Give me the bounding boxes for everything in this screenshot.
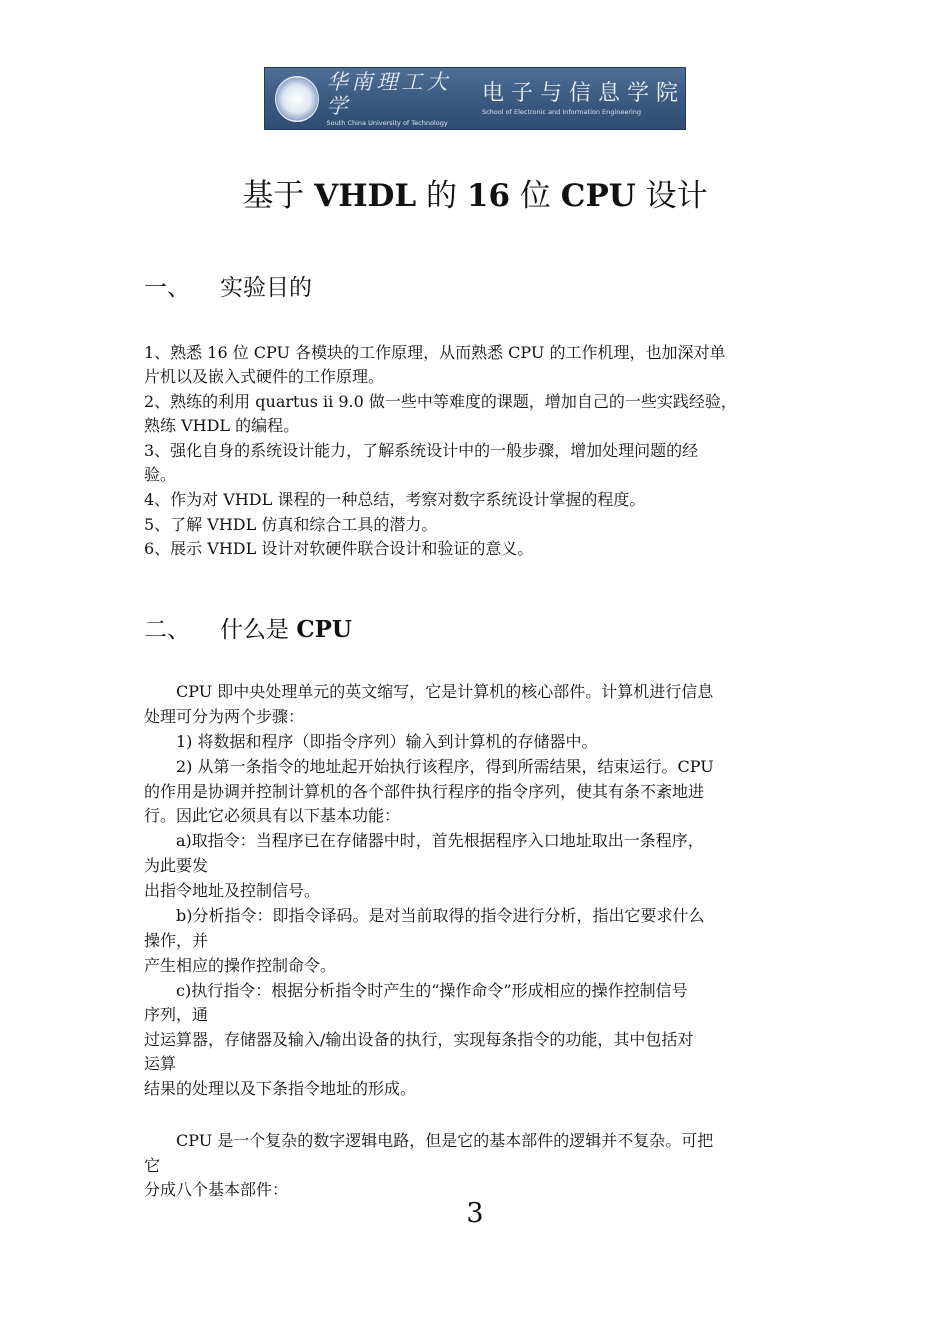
- paragraph-line: 过运算器，存储器及输入/输出设备的执行，实现每条指令的功能，其中包括对: [144, 1030, 694, 1049]
- paragraph-line: b)分析指令：即指令译码。是对当前取得的指令进行分析，指出它要求什么: [176, 906, 705, 925]
- paragraph-line: 1) 将数据和程序（即指令序列）输入到计算机的存储器中。: [176, 732, 598, 751]
- paragraph-line: 为此要发: [144, 856, 209, 875]
- paragraph-line: 熟练 VHDL 的编程。: [144, 416, 300, 435]
- university-name-cn: 华南理工大学: [326, 69, 452, 118]
- paragraph-line: 1、熟悉 16 位 CPU 各模块的工作原理，从而熟悉 CPU 的工作机理，也加深对单: [144, 343, 726, 362]
- paragraph-line: 验。: [144, 465, 177, 484]
- school-banner: [264, 67, 686, 130]
- title-bold-vhdl: VHDL: [314, 178, 417, 214]
- paragraph-line: 运算: [144, 1054, 177, 1073]
- title-text: 的: [416, 178, 467, 214]
- paragraph-line: 操作，并: [144, 931, 209, 950]
- paragraph-line: 5、了解 VHDL 仿真和综合工具的潜力。: [144, 515, 438, 534]
- paragraph-line: 6、展示 VHDL 设计对软硬件联合设计和验证的意义。: [144, 539, 534, 558]
- school-name-cn: 电子与信息学院: [481, 80, 685, 106]
- paragraph-line: 产生相应的操作控制命令。: [144, 956, 337, 975]
- paragraph-line: c)执行指令：根据分析指令时产生的“操作命令”形成相应的操作控制信号: [176, 981, 688, 1000]
- paragraph-line: 3、强化自身的系统设计能力，了解系统设计中的一般步骤，增加处理问题的经: [144, 441, 699, 460]
- section-number: 二、: [144, 617, 190, 643]
- section-1-heading: [144, 273, 312, 303]
- paragraph-line: 分成八个基本部件：: [144, 1180, 289, 1199]
- paragraph-line: 2) 从第一条指令的地址起开始执行该程序，得到所需结果，结束运行。CPU: [176, 757, 714, 776]
- paragraph-line: a)取指令：当程序已在存储器中时，首先根据程序入口地址取出一条程序，: [176, 831, 704, 850]
- paragraph-line: 结果的处理以及下条指令地址的形成。: [144, 1079, 417, 1098]
- paragraph-line: 序列，通: [144, 1005, 209, 1024]
- paragraph-line: 行。因此它必须具有以下基本功能：: [144, 806, 401, 825]
- title-bold-16: 16: [466, 178, 511, 214]
- paragraph-line: 2、熟练的利用 quartus ii 9.0 做一些中等难度的课题，增加自己的一些实践经验，: [144, 392, 737, 411]
- paragraph-line: 4、作为对 VHDL 课程的一种总结，考察对数字系统设计掌握的程度。: [144, 490, 646, 509]
- title-text: 基于: [242, 178, 315, 214]
- document-title: [0, 176, 950, 216]
- section-title: 什么是: [220, 617, 297, 643]
- section-number: 一、: [144, 275, 190, 301]
- section-2-heading: [144, 615, 352, 645]
- paragraph-line: CPU 即中央处理单元的英文缩写，它是计算机的核心部件。计算机进行信息: [176, 682, 714, 701]
- section-title: 实验目的: [220, 275, 312, 301]
- paragraph-line: CPU 是一个复杂的数字逻辑电路，但是它的基本部件的逻辑并不复杂。可把: [176, 1131, 714, 1150]
- paragraph-line: 它: [144, 1156, 161, 1175]
- paragraph-line: 处理可分为两个步骤：: [144, 707, 305, 726]
- section-title-bold: CPU: [296, 616, 352, 643]
- university-name-en: South China University of Technology: [326, 118, 448, 127]
- school-name-en: School of Electronic and Information Engineering: [481, 107, 642, 116]
- paragraph-line: 的作用是协调并控制计算机的各个部件执行程序的指令序列，使其有条不紊地进: [144, 782, 705, 801]
- title-text: 位: [510, 178, 561, 214]
- title-text: 设计: [635, 178, 708, 214]
- paragraph-line: 片机以及嵌入式硬件的工作原理。: [144, 367, 385, 386]
- title-bold-cpu: CPU: [560, 178, 636, 214]
- university-seal-icon: [275, 76, 319, 122]
- paragraph-line: 出指令地址及控制信号。: [144, 881, 321, 900]
- page-number: 3: [466, 1198, 484, 1229]
